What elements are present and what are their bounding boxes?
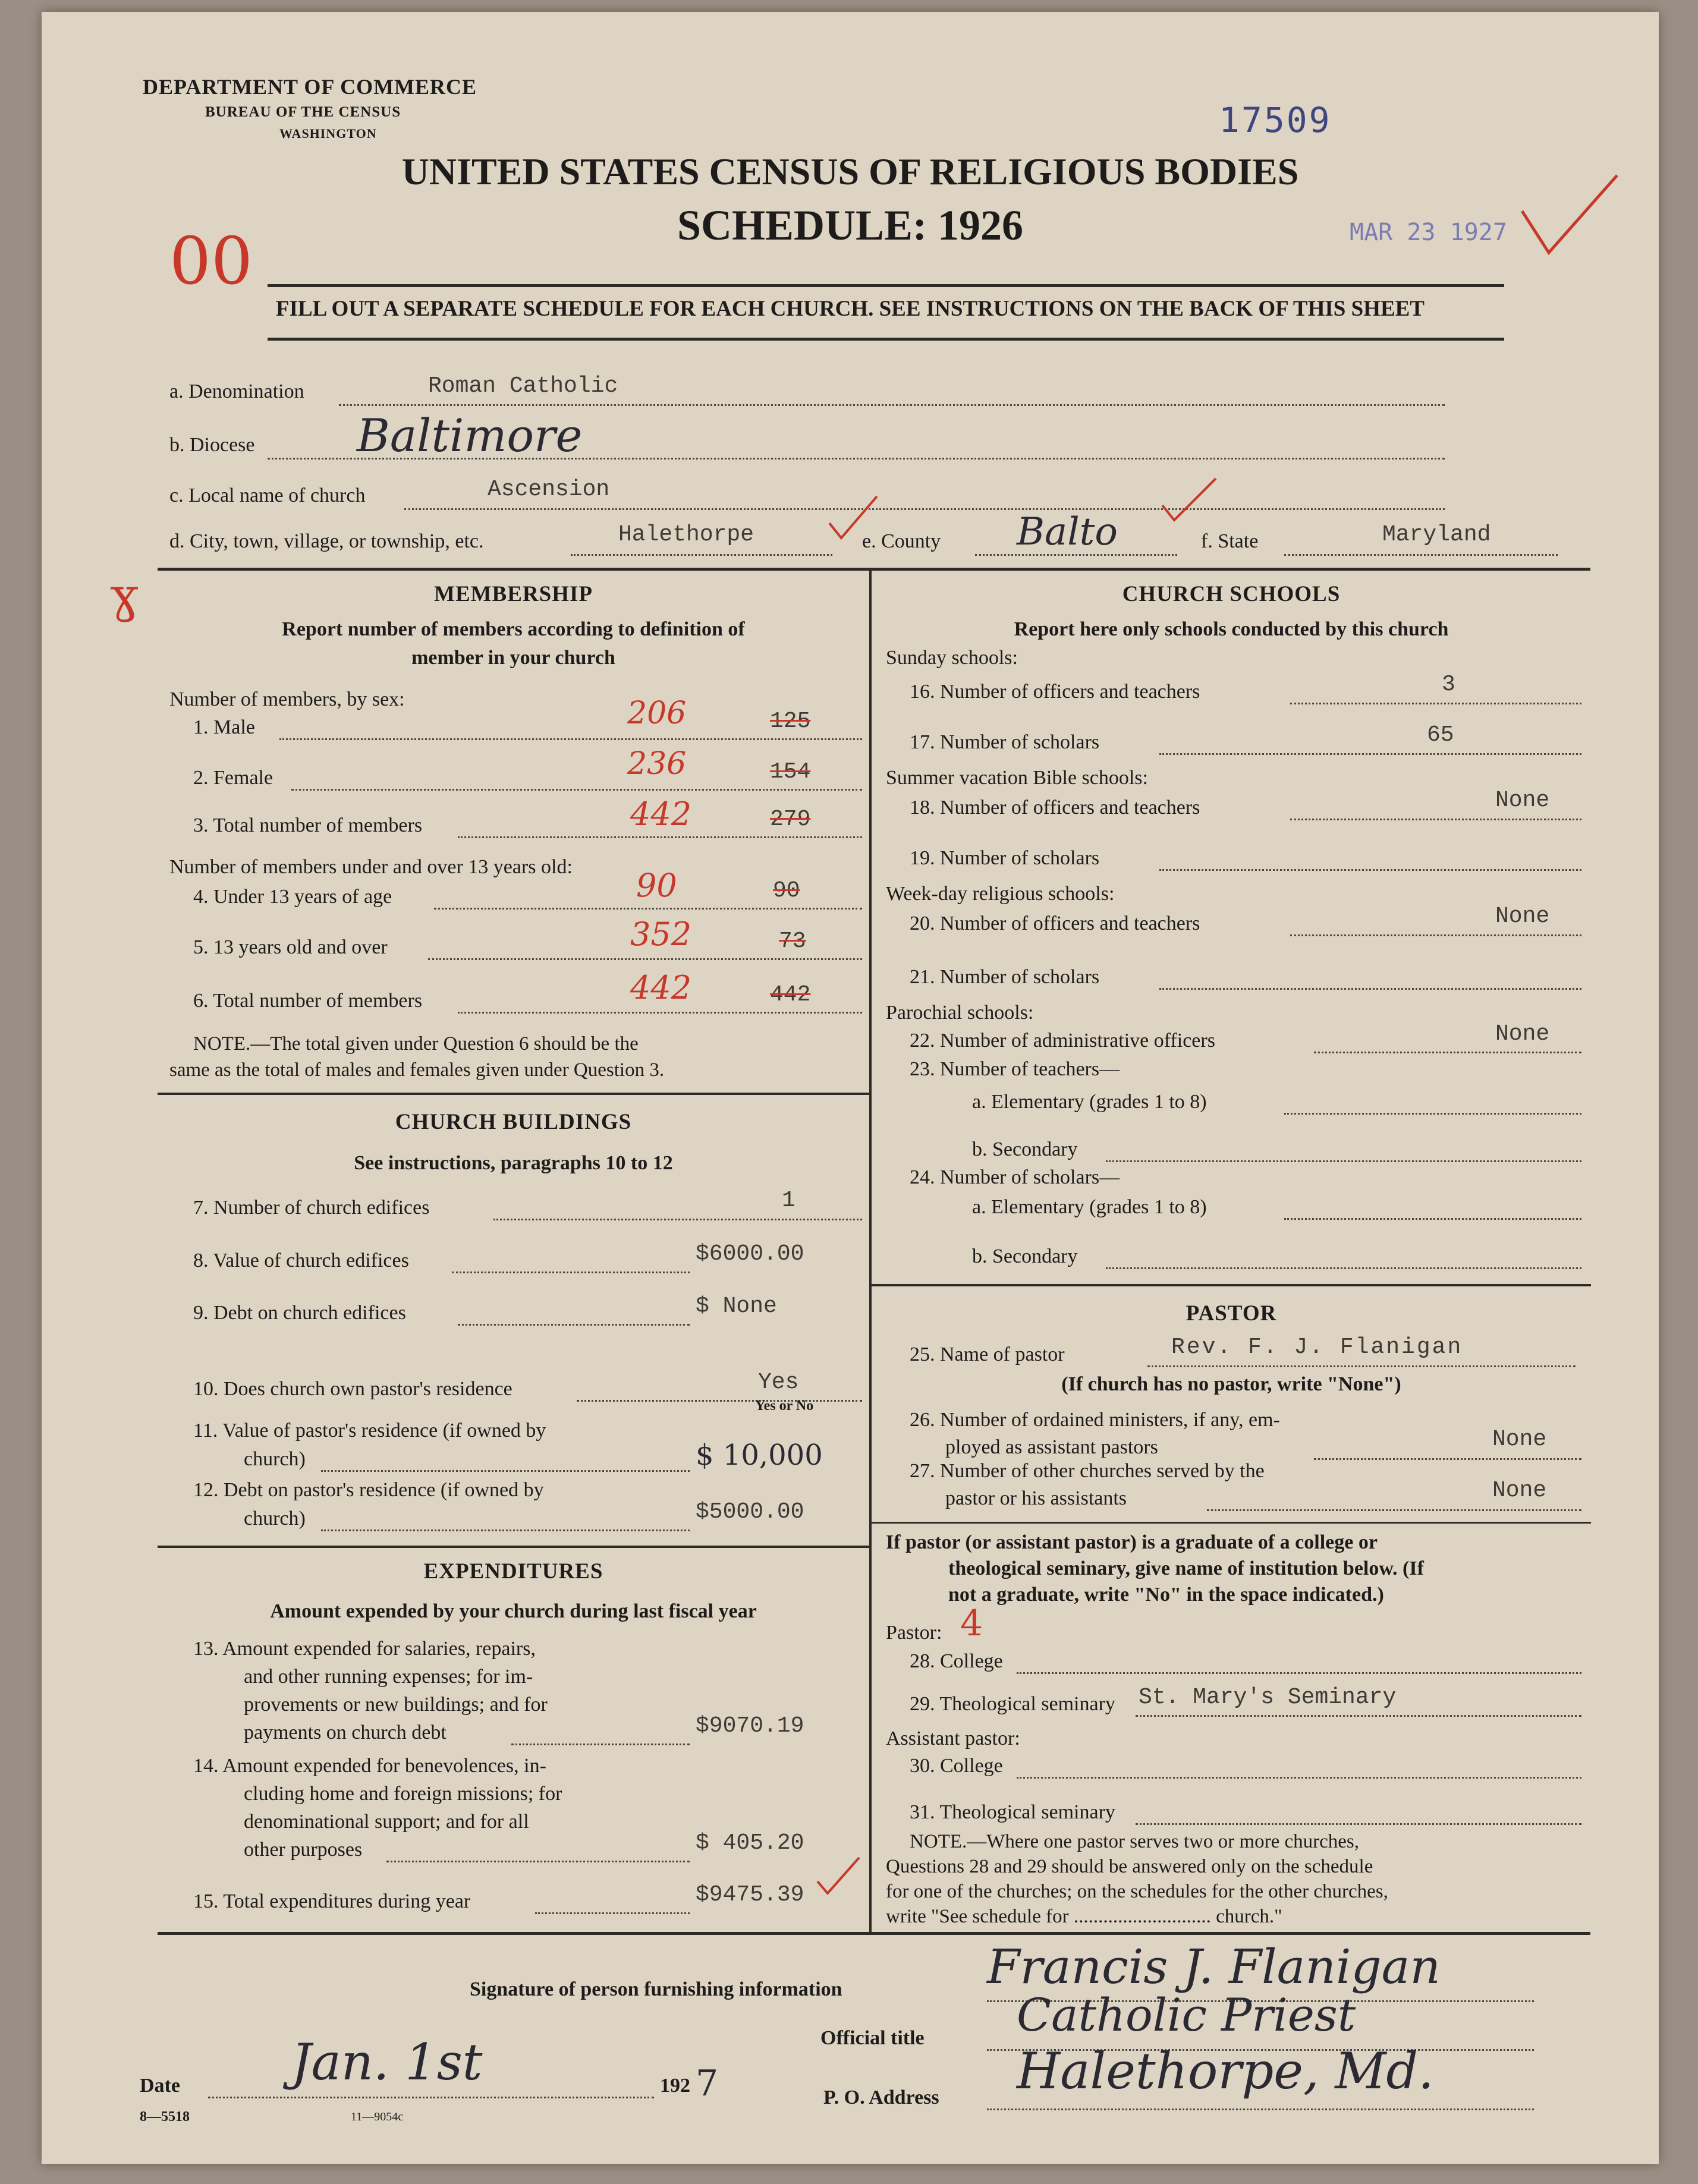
q26-label-1: 26. Number of ordained ministers, if any, em- <box>910 1409 1280 1431</box>
q3-value-new[interactable]: 442 <box>630 795 692 833</box>
q24a-label: a. Elementary (grades 1 to 8) <box>972 1196 1207 1218</box>
q7-value[interactable]: 1 <box>782 1188 795 1213</box>
by-age-label: Number of members under and over 13 years old: <box>169 856 573 878</box>
red-zero-mark: 00 <box>169 223 253 299</box>
grad-note-3: not a graduate, write "No" in the space indicated.) <box>948 1584 1384 1606</box>
q4-value-old: 90 <box>773 878 800 904</box>
table-top-rule <box>158 568 1590 571</box>
date-value[interactable]: Jan. 1st <box>291 2033 483 2091</box>
q14-label-3: denominational support; and for all <box>244 1811 529 1833</box>
schedule-title: SCHEDULE: 1926 <box>677 202 1024 249</box>
q12-label-1: 12. Debt on pastor's residence (if owned by <box>193 1479 544 1501</box>
membership-intro-2: member in your church <box>411 647 615 669</box>
q25-hint: (If church has no pastor, write "None") <box>1061 1373 1401 1395</box>
q10-value[interactable]: Yes <box>758 1370 799 1395</box>
buildings-intro: See instructions, paragraphs 10 to 12 <box>354 1152 673 1174</box>
q15-value[interactable]: $9475.39 <box>696 1882 804 1908</box>
q18-value[interactable]: None <box>1495 788 1550 813</box>
grad-note-2: theological seminary, give name of institution below. (If <box>948 1557 1424 1579</box>
bureau-label: BUREAU OF THE CENSUS <box>205 104 401 120</box>
header-rule-top <box>268 284 1504 287</box>
parochial-schools-label: Parochial schools: <box>886 1002 1034 1024</box>
by-sex-label: Number of members, by sex: <box>169 688 405 710</box>
q13-label-1: 13. Amount expended for salaries, repairs, <box>193 1638 536 1660</box>
q13-label-2: and other running expenses; for im- <box>244 1666 533 1688</box>
pastor-note-4: write "See schedule for ............................ church." <box>886 1906 1282 1927</box>
signature-label: Signature of person furnishing information <box>470 1978 842 2000</box>
membership-note-2: same as the total of males and females given under Question 3. <box>169 1059 665 1081</box>
pastor-title: PASTOR <box>1186 1301 1277 1326</box>
county-label: e. County <box>862 530 941 552</box>
q5-label: 5. 13 years old and over <box>193 936 388 958</box>
q17-value[interactable]: 65 <box>1427 722 1454 748</box>
q20-label: 20. Number of officers and teachers <box>910 912 1200 934</box>
q29-label: 29. Theological seminary <box>910 1693 1115 1715</box>
expenditures-title: EXPENDITURES <box>423 1559 603 1584</box>
q14-value[interactable]: $ 405.20 <box>696 1830 804 1856</box>
q11-label-2: church) <box>244 1448 306 1470</box>
red-four-mark: 4 <box>960 1603 983 1644</box>
q14-label-4: other purposes <box>244 1839 363 1861</box>
q14-label-1: 14. Amount expended for benevolences, in- <box>193 1755 546 1777</box>
red-margin-mark: ɣ <box>110 568 139 623</box>
q13-value[interactable]: $9070.19 <box>696 1713 804 1739</box>
q25-label: 25. Name of pastor <box>910 1343 1065 1365</box>
state-value[interactable]: Maryland <box>1382 522 1491 547</box>
q8-label: 8. Value of church edifices <box>193 1250 409 1272</box>
q27-label-1: 27. Number of other churches served by the <box>910 1460 1265 1482</box>
pastor-subhead: Pastor: <box>886 1622 942 1644</box>
q4-label: 4. Under 13 years of age <box>193 886 392 908</box>
form-code-2: 11—9054c <box>351 2110 404 2123</box>
q13-label-4: payments on church debt <box>244 1722 446 1744</box>
q19-label: 19. Number of scholars <box>910 847 1100 869</box>
church-name-label: c. Local name of church <box>169 484 366 506</box>
assistant-subhead: Assistant pastor: <box>886 1727 1020 1749</box>
q2-value-new[interactable]: 236 <box>627 746 687 782</box>
diocese-value[interactable]: Baltimore <box>357 409 583 462</box>
po-address-value[interactable]: Halethorpe, Md. <box>1017 2042 1434 2100</box>
q26-label-2: ployed as assistant pastors <box>945 1436 1158 1458</box>
q18-label: 18. Number of officers and teachers <box>910 797 1200 819</box>
q2-label: 2. Female <box>193 767 273 789</box>
denomination-value[interactable]: Roman Catholic <box>428 373 618 399</box>
city-label-field: d. City, town, village, or township, etc. <box>169 530 484 552</box>
pastor-note-1: NOTE.—Where one pastor serves two or more churches, <box>910 1831 1359 1852</box>
weekday-schools-label: Week-day religious schools: <box>886 883 1115 905</box>
q9-value[interactable]: $ None <box>696 1294 777 1319</box>
q25-value[interactable]: Rev. F. J. Flanigan <box>1171 1335 1463 1360</box>
serial-number: 17509 <box>1219 100 1332 140</box>
q10-label: 10. Does church own pastor's residence <box>193 1378 512 1400</box>
q11-value[interactable]: $ 10,000 <box>696 1439 823 1472</box>
q7-label: 7. Number of church edifices <box>193 1197 430 1219</box>
q14-label-2: cluding home and foreign missions; for <box>244 1783 562 1805</box>
schools-title: CHURCH SCHOOLS <box>1122 582 1341 606</box>
form-code-1: 8—5518 <box>140 2109 190 2125</box>
diocese-label: b. Diocese <box>169 434 255 456</box>
official-title-value[interactable]: Catholic Priest <box>1017 1988 1356 2041</box>
form-title: UNITED STATES CENSUS OF RELIGIOUS BODIES <box>401 150 1299 193</box>
q6-value-old: 442 <box>770 982 811 1008</box>
q30-label: 30. College <box>910 1755 1003 1777</box>
q31-label: 31. Theological seminary <box>910 1801 1115 1823</box>
pastor-note-3: for one of the churches; on the schedules for the other churches, <box>886 1881 1388 1902</box>
membership-title: MEMBERSHIP <box>434 582 593 606</box>
instruction-banner: FILL OUT A SEPARATE SCHEDULE FOR EACH CHURCH. SEE INSTRUCTIONS ON THE BACK OF THIS SHEET <box>275 297 1425 321</box>
q28-label: 28. College <box>910 1650 1003 1672</box>
city-value[interactable]: Halethorpe <box>618 522 754 547</box>
q16-value[interactable]: 3 <box>1442 672 1455 697</box>
q3-label: 3. Total number of members <box>193 814 423 836</box>
q17-label: 17. Number of scholars <box>910 731 1100 753</box>
q5-value-new[interactable]: 352 <box>630 915 692 953</box>
q22-label: 22. Number of administrative officers <box>910 1030 1215 1052</box>
q16-label: 16. Number of officers and teachers <box>910 681 1200 703</box>
q3-value-old: 279 <box>770 807 811 832</box>
q29-value[interactable]: St. Mary's Seminary <box>1139 1685 1397 1710</box>
summer-schools-label: Summer vacation Bible schools: <box>886 767 1148 789</box>
q22-value[interactable]: None <box>1495 1021 1550 1047</box>
pastor-note-2: Questions 28 and 29 should be answered only on the schedule <box>886 1856 1373 1877</box>
q5-value-old: 73 <box>779 929 806 954</box>
received-stamp: MAR 23 1927 <box>1350 219 1507 246</box>
header-rule-bottom <box>268 338 1504 341</box>
po-address-label: P. O. Address <box>823 2087 939 2109</box>
checkmark-icon <box>1159 476 1219 523</box>
membership-intro-1: Report number of members according to definition of <box>282 618 745 640</box>
q8-value[interactable]: $6000.00 <box>696 1241 804 1267</box>
denomination-label: a. Denomination <box>169 380 304 402</box>
year-handwritten[interactable]: 7 <box>696 2063 719 2104</box>
department-label: DEPARTMENT OF COMMERCE <box>143 75 477 99</box>
q24b-label: b. Secondary <box>972 1245 1078 1267</box>
q6-label: 6. Total number of members <box>193 990 423 1012</box>
q23b-label: b. Secondary <box>972 1138 1078 1160</box>
q1-value-new[interactable]: 206 <box>627 696 687 731</box>
q1-value-old: 125 <box>770 709 811 734</box>
signature-value[interactable]: Francis J. Flanigan <box>987 1939 1441 1994</box>
official-title-label: Official title <box>820 2027 925 2049</box>
grad-note-1: If pastor (or assistant pastor) is a graduate of a college or <box>886 1531 1378 1553</box>
schools-intro: Report here only schools conducted by this church <box>1014 618 1449 640</box>
buildings-title: CHURCH BUILDINGS <box>395 1110 632 1134</box>
q9-label: 9. Debt on church edifices <box>193 1302 406 1324</box>
church-name-value[interactable]: Ascension <box>488 477 610 502</box>
expenditures-intro: Amount expended by your church during last fiscal year <box>270 1600 757 1622</box>
q27-label-2: pastor or his assistants <box>945 1487 1127 1509</box>
q23a-label: a. Elementary (grades 1 to 8) <box>972 1091 1207 1113</box>
q11-label-1: 11. Value of pastor's residence (if owned by <box>193 1420 546 1442</box>
q24-label: 24. Number of scholars— <box>910 1166 1120 1188</box>
q2-value-old: 154 <box>770 759 811 785</box>
census-schedule-sheet <box>42 12 1659 2164</box>
year-printed: 192 <box>660 2075 690 2097</box>
column-divider <box>869 568 872 1932</box>
q4-value-new[interactable]: 90 <box>636 867 677 904</box>
q10-hint: Yes or No <box>755 1398 814 1414</box>
q12-value[interactable]: $5000.00 <box>696 1499 804 1525</box>
q20-value[interactable]: None <box>1495 904 1550 929</box>
checkmark-icon <box>815 1855 862 1896</box>
county-value[interactable]: Balto <box>1017 510 1118 554</box>
q23-label: 23. Number of teachers— <box>910 1058 1120 1080</box>
q15-label: 15. Total expenditures during year <box>193 1890 471 1912</box>
q21-label: 21. Number of scholars <box>910 966 1100 988</box>
sunday-schools-label: Sunday schools: <box>886 647 1018 669</box>
membership-note-1: NOTE.—The total given under Question 6 should be the <box>193 1033 639 1055</box>
q1-label: 1. Male <box>193 716 255 738</box>
table-bottom-rule <box>158 1932 1590 1935</box>
q12-label-2: church) <box>244 1508 306 1530</box>
q26-value[interactable]: None <box>1492 1427 1547 1452</box>
state-label: f. State <box>1201 530 1259 552</box>
q27-value[interactable]: None <box>1492 1478 1547 1503</box>
city-label: WASHINGTON <box>279 126 377 141</box>
date-label: Date <box>140 2075 180 2097</box>
q13-label-3: provements or new buildings; and for <box>244 1694 548 1716</box>
q6-value-new[interactable]: 442 <box>630 969 692 1006</box>
